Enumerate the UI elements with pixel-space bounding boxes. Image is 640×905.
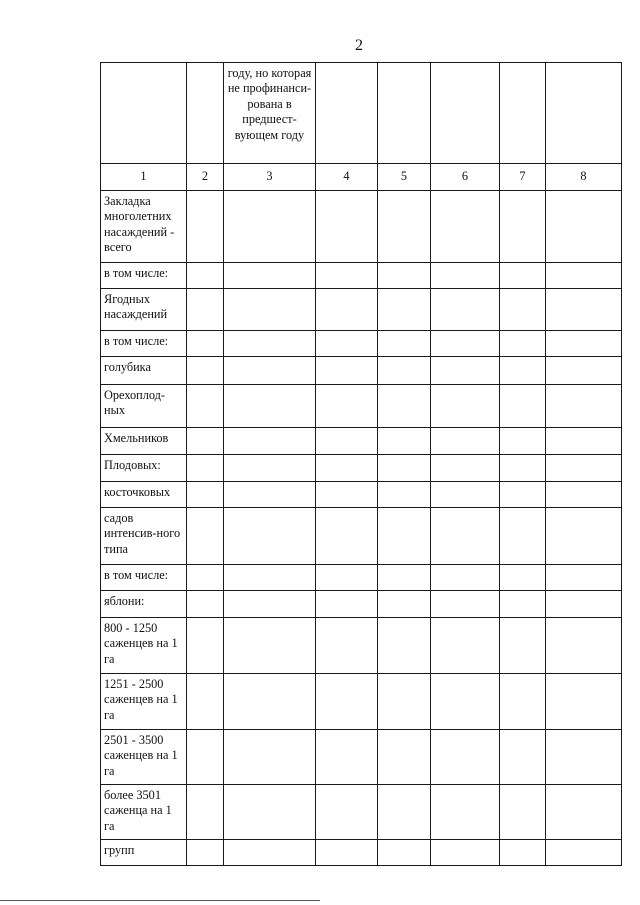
table-cell xyxy=(378,191,431,263)
table-cell xyxy=(378,618,431,674)
row-label: Хмельников xyxy=(101,428,187,455)
table-cell xyxy=(316,191,378,263)
table-cell xyxy=(187,357,224,385)
table-cell xyxy=(431,357,500,385)
table-cell xyxy=(224,785,316,840)
row-label: Орехоплод-ных xyxy=(101,385,187,428)
table-cell xyxy=(187,840,224,866)
column-number: 1 xyxy=(101,164,187,191)
table-cell xyxy=(431,331,500,357)
row-label: Ягодных насаждений xyxy=(101,289,187,331)
table-cell xyxy=(546,289,622,331)
table-cell xyxy=(224,289,316,331)
row-label: косточковых xyxy=(101,482,187,508)
table-cell xyxy=(224,840,316,866)
column-number-row xyxy=(101,164,622,191)
row-label: групп xyxy=(101,840,187,866)
table-cell xyxy=(316,618,378,674)
budget-table xyxy=(100,62,622,866)
table-row xyxy=(101,565,622,591)
table-cell xyxy=(500,357,546,385)
table-cell xyxy=(187,785,224,840)
table-cell xyxy=(546,674,622,730)
table-row xyxy=(101,357,622,385)
table-cell xyxy=(378,289,431,331)
header-row xyxy=(101,63,622,164)
table-cell xyxy=(546,508,622,565)
table-cell xyxy=(500,385,546,428)
table-cell xyxy=(224,455,316,482)
table-cell xyxy=(500,331,546,357)
table-cell xyxy=(500,289,546,331)
column-number: 5 xyxy=(378,164,431,191)
table-cell xyxy=(546,565,622,591)
table-cell xyxy=(224,730,316,785)
table-cell xyxy=(316,482,378,508)
table-cell xyxy=(500,455,546,482)
table-row xyxy=(101,730,622,785)
page-footer-rule xyxy=(0,900,320,901)
table-row xyxy=(101,674,622,730)
header-cell xyxy=(500,63,546,164)
table-row xyxy=(101,618,622,674)
table-cell xyxy=(500,263,546,289)
table-cell xyxy=(431,565,500,591)
table-cell xyxy=(500,674,546,730)
table-cell xyxy=(500,730,546,785)
table-cell xyxy=(316,455,378,482)
table-cell xyxy=(224,508,316,565)
column-number: 4 xyxy=(316,164,378,191)
table-cell xyxy=(224,674,316,730)
table-row xyxy=(101,428,622,455)
table-cell xyxy=(500,618,546,674)
table-cell xyxy=(378,565,431,591)
table-cell xyxy=(187,591,224,618)
row-label: в том числе: xyxy=(101,331,187,357)
table-cell xyxy=(187,455,224,482)
table-cell xyxy=(378,263,431,289)
table-cell xyxy=(224,191,316,263)
column-number: 2 xyxy=(187,164,224,191)
table-cell xyxy=(431,289,500,331)
table-cell xyxy=(187,428,224,455)
table-cell xyxy=(378,385,431,428)
row-label: садов интенсив-ного типа xyxy=(101,508,187,565)
table-cell xyxy=(500,428,546,455)
table-row xyxy=(101,263,622,289)
row-label: в том числе: xyxy=(101,263,187,289)
table-cell xyxy=(187,730,224,785)
table-cell xyxy=(187,482,224,508)
table-cell xyxy=(187,191,224,263)
table-cell xyxy=(316,428,378,455)
table-cell xyxy=(316,565,378,591)
table-cell xyxy=(187,385,224,428)
table-cell xyxy=(500,840,546,866)
table-cell xyxy=(546,385,622,428)
table-cell xyxy=(378,840,431,866)
table-cell xyxy=(316,730,378,785)
table-cell xyxy=(378,508,431,565)
table-cell xyxy=(378,591,431,618)
row-label: более 3501 саженца на 1 га xyxy=(101,785,187,840)
header-cell xyxy=(378,63,431,164)
table-cell xyxy=(316,840,378,866)
header-cell xyxy=(101,63,187,164)
table-row xyxy=(101,785,622,840)
header-cell xyxy=(431,63,500,164)
table-cell xyxy=(546,618,622,674)
header-cell-col3: году, но которая не профинанси-рована в предшест-вующем году xyxy=(224,63,316,164)
table-cell xyxy=(378,357,431,385)
table-cell xyxy=(431,730,500,785)
table-cell xyxy=(187,674,224,730)
table-cell xyxy=(546,428,622,455)
table-row xyxy=(101,191,622,263)
column-number: 7 xyxy=(500,164,546,191)
table-cell xyxy=(431,428,500,455)
table-cell xyxy=(500,591,546,618)
row-label: 2501 - 3500 саженцев на 1 га xyxy=(101,730,187,785)
row-label: 1251 - 2500 саженцев на 1 га xyxy=(101,674,187,730)
table-cell xyxy=(546,191,622,263)
table-cell xyxy=(187,508,224,565)
table-cell xyxy=(431,263,500,289)
table-cell xyxy=(546,730,622,785)
table-cell xyxy=(187,565,224,591)
row-label: в том числе: xyxy=(101,565,187,591)
table-cell xyxy=(224,428,316,455)
table-row xyxy=(101,331,622,357)
table-cell xyxy=(546,455,622,482)
table-cell xyxy=(224,385,316,428)
table-cell xyxy=(546,785,622,840)
table-cell xyxy=(187,263,224,289)
table-cell xyxy=(378,730,431,785)
header-cell xyxy=(546,63,622,164)
table-cell xyxy=(500,785,546,840)
table-row xyxy=(101,455,622,482)
table-row xyxy=(101,840,622,866)
column-number: 3 xyxy=(224,164,316,191)
column-number: 8 xyxy=(546,164,622,191)
table-cell xyxy=(224,357,316,385)
table-cell xyxy=(378,428,431,455)
table-cell xyxy=(316,591,378,618)
table-cell xyxy=(546,840,622,866)
table-cell xyxy=(546,331,622,357)
header-cell xyxy=(187,63,224,164)
table-cell xyxy=(316,674,378,730)
row-label: яблони: xyxy=(101,591,187,618)
table-cell xyxy=(431,674,500,730)
table-cell xyxy=(378,674,431,730)
table-cell xyxy=(431,591,500,618)
table-cell xyxy=(431,618,500,674)
table-cell xyxy=(431,191,500,263)
table-cell xyxy=(316,331,378,357)
table-cell xyxy=(316,508,378,565)
table-cell xyxy=(546,482,622,508)
table-cell xyxy=(431,482,500,508)
table-cell xyxy=(224,618,316,674)
table-row xyxy=(101,385,622,428)
row-label: голубика xyxy=(101,357,187,385)
table-cell xyxy=(316,385,378,428)
table-cell xyxy=(224,331,316,357)
table-cell xyxy=(500,508,546,565)
table-cell xyxy=(378,331,431,357)
table-cell xyxy=(431,840,500,866)
table-cell xyxy=(378,785,431,840)
page-number: 2 xyxy=(355,37,363,54)
table-cell xyxy=(316,357,378,385)
header-cell xyxy=(316,63,378,164)
table-cell xyxy=(224,591,316,618)
table-cell xyxy=(500,565,546,591)
table-row xyxy=(101,482,622,508)
table-cell xyxy=(431,785,500,840)
row-label: Закладка многолетних насаждений - всего xyxy=(101,191,187,263)
table-cell xyxy=(224,263,316,289)
table-cell xyxy=(546,591,622,618)
table-cell xyxy=(546,357,622,385)
row-label: 800 - 1250 саженцев на 1 га xyxy=(101,618,187,674)
table-cell xyxy=(431,385,500,428)
table-cell xyxy=(378,455,431,482)
row-label: Плодовых: xyxy=(101,455,187,482)
table-cell xyxy=(500,482,546,508)
table-row xyxy=(101,591,622,618)
table-cell xyxy=(316,289,378,331)
table-cell xyxy=(500,191,546,263)
table-cell xyxy=(187,618,224,674)
table-cell xyxy=(224,482,316,508)
table-cell xyxy=(431,508,500,565)
table-cell xyxy=(187,331,224,357)
table-cell xyxy=(187,289,224,331)
table-cell xyxy=(431,455,500,482)
table-cell xyxy=(546,263,622,289)
table-cell xyxy=(378,482,431,508)
table-cell xyxy=(316,785,378,840)
table-row xyxy=(101,508,622,565)
table-cell xyxy=(316,263,378,289)
table-cell xyxy=(224,565,316,591)
table-row xyxy=(101,289,622,331)
column-number: 6 xyxy=(431,164,500,191)
